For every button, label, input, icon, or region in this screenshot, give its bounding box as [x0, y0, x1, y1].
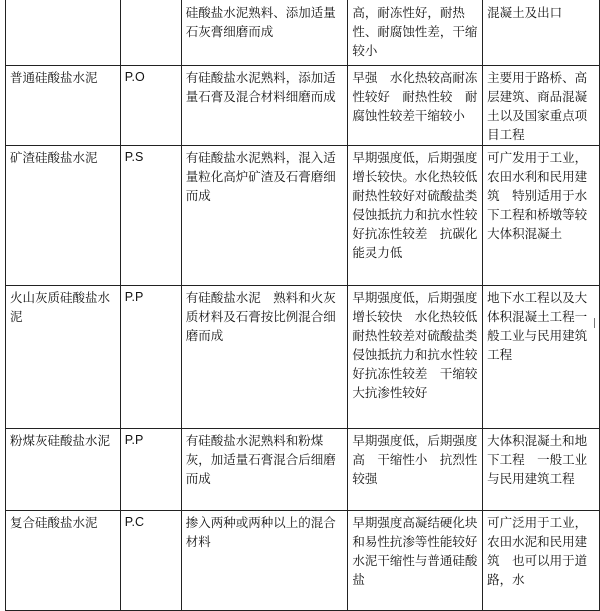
- cement-name-cell: 矿渣硅酸盐水泥: [6, 146, 121, 286]
- cement-name-cell: [6, 0, 121, 66]
- page-edge-mark: [594, 318, 595, 328]
- table-row: [6, 511, 600, 611]
- application-cell: 混凝土及出口: [483, 0, 600, 66]
- cement-code-cell: [120, 0, 181, 66]
- application-cell: 主要用于路桥、高层建筑、商品混凝土以及国家重点项目工程: [483, 66, 600, 146]
- performance-cell: 早期强度低，后期强度增长较快 水化热较低 耐热性较差对硫酸盐类侵蚀抵抗力和抗水性较好抗冻性较差 干缩较大抗渗性较好: [348, 286, 483, 429]
- cement-types-table: [5, 0, 600, 611]
- composition-cell: 有硅酸盐水泥 熟料和火灰质材料及石膏按比例混合细磨而成: [181, 286, 348, 429]
- cement-code-cell: P.O: [120, 66, 181, 146]
- cement-name-cell: 粉煤灰硅酸盐水泥: [6, 429, 121, 511]
- application-cell: 地下水工程以及大体积混凝土工程一般工业与民用建筑工程: [483, 286, 600, 429]
- cement-name-cell: 火山灰质硅酸盐水泥: [6, 286, 121, 429]
- composition-cell: 硅酸盐水泥熟料、添加适量石灰膏细磨而成: [181, 0, 348, 66]
- application-cell: 大体积混凝土和地下工程 一般工业与民用建筑工程: [483, 429, 600, 511]
- composition-cell: 有硅酸盐水泥熟料，添加适量石膏及混合材料细磨而成: [181, 66, 348, 146]
- cement-code-cell: P.S: [120, 146, 181, 286]
- application-cell: 可广泛用于工业，农田水泥和民用建筑 也可以用于道路，水: [483, 511, 600, 611]
- cement-name-cell: 普通硅酸盐水泥: [6, 66, 121, 146]
- cement-name-cell: 复合硅酸盐水泥: [6, 511, 121, 611]
- table-row: [6, 429, 600, 511]
- cement-code-cell: P.C: [120, 511, 181, 611]
- performance-cell: 早期强度低，后期强度高 干缩性小 抗烈性较强: [348, 429, 483, 511]
- composition-cell: 有硅酸盐水泥熟料，混入适量粒化高炉矿渣及石膏磨细而成: [181, 146, 348, 286]
- table-row: [6, 66, 600, 146]
- composition-cell: 有硅酸盐水泥熟料和粉煤灰，加适量石膏混合后细磨而成: [181, 429, 348, 511]
- table-row: [6, 286, 600, 429]
- table-row: [6, 146, 600, 286]
- performance-cell: 早期强度高凝结硬化块和易性抗渗等性能较好 水泥干缩性与普通硅酸盐: [348, 511, 483, 611]
- composition-cell: 掺入两种或两种以上的混合材料: [181, 511, 348, 611]
- cement-code-cell: P.P: [120, 429, 181, 511]
- cement-code-cell: P.P: [120, 286, 181, 429]
- performance-cell: 高，耐冻性好，耐热性、耐腐蚀性差，干缩较小: [348, 0, 483, 66]
- table-row: [6, 0, 600, 66]
- performance-cell: 早强 水化热较高耐冻性较好 耐热性较 耐腐蚀性较差干缩较小: [348, 66, 483, 146]
- performance-cell: 早期强度低，后期强度增长较快。水化热较低 耐热性较好对硫酸盐类侵蚀抵抗力和抗水性较好抗冻性较差 抗碳化能灵力低: [348, 146, 483, 286]
- application-cell: 可广发用于工业，农田水利和民用建筑 特别适用于水下工程和桥墩等较大体积混凝土: [483, 146, 600, 286]
